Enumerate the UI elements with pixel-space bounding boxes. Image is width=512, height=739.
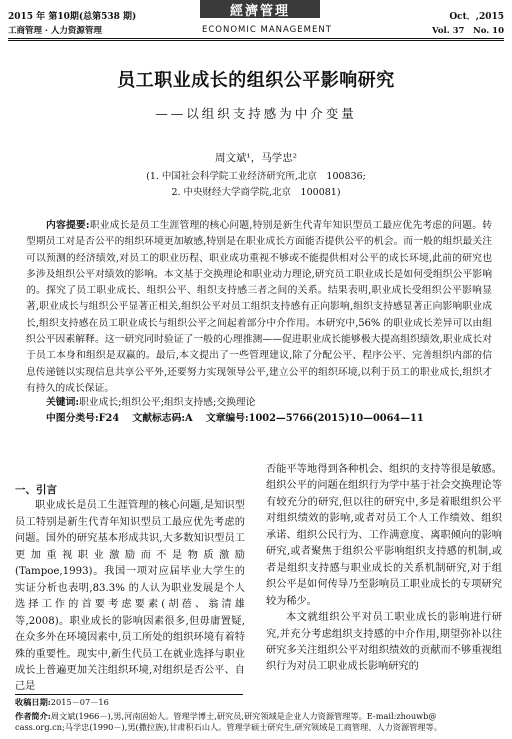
header-rule	[8, 38, 504, 39]
author-bio-line1: 周文斌(1966－),男,河南固始人。管理学博士,研究员,研究领域是企业人力资源管理等。E-mail:zhouwb@	[50, 711, 437, 721]
right-column	[266, 462, 502, 676]
article-title: 员工职业成长的组织公平影响研究	[117, 70, 395, 91]
doc-code: 文献标志码:A	[132, 413, 193, 424]
keywords	[26, 394, 492, 408]
abstract	[26, 218, 492, 397]
author-bio-line2: cass.org.cn;马学忠(1990－),男(撒拉族),甘肃积石山人。管理学硕士研究生,研究领域是工商管理、人力资源管理等。	[15, 722, 442, 732]
journal-masthead: 經濟管理	[200, 0, 320, 18]
volume-info: Vol. 37 No. 10	[432, 26, 504, 36]
keywords-label: 关键词:	[46, 397, 80, 408]
footnote-rule	[15, 694, 243, 695]
article-subtitle: ——以组织支持感为中介变量	[155, 106, 357, 121]
intro-paragraph: 职业成长是员工生涯管理的核心问题,是知识型员工特别是新生代青年知识型员工最应优先考虑的问题。国外的研究基本形成共识,大多数知识型员工更加重视职业激励而不是物质激励(Tampoe,1993)。我国一项对应届毕业大学生的实证分析也表明,83.3% 的人认为职业发展是个人选择工作的首要考虑要素(胡蓓、翁清雄等,2008)。职业成长的影响因素很多,但毋庸置疑,在众多外在环境因素中,员工所处的组织环境有着特殊的重要性。现实中,新生代员工在就业选择与职业成长上普遍更加关注组织环境,对组织是否公平、自己是	[15, 500, 245, 693]
affiliation-2: 2. 中央财经大学商学院,北京 100081)	[171, 187, 341, 198]
author-line: 周文斌¹，马学忠²	[215, 152, 297, 164]
abstract-label: 内容提要:	[46, 220, 90, 231]
header-sub	[8, 24, 504, 36]
abstract-text: 职业成长是员工生涯管理的核心问题,特别是新生代青年知识型员工最应优先考虑的问题。转型期员工对是否公平的组织环境更加敏感,特别是在职业成长方面能否提供公平的机会。而一般的组织最关注可以预测的经济绩效,对员工的职业历程、职业成功重视不够或不能提供相对公平的成长环境,此前的研究也多涉及组织公平对绩效的影响。本文基于交换理论和职业动力理论,研究员工职业成长是如何受组织公平影响的。探究了员工职业成长、组织公平、组织支持感三者之间的关系。结果表明,职业成长受组织公平影响显著,职业成长与组织公平显著正相关,组织公平对员工组织支持感有正向影响,组织支持感显著正向影响职业成长,组织支持感在员工职业成长与组织公平之间起着部分中介作用。本研究中,56% 的职业成长差异可以由组织公平因素解释。这一研究同时验证了一般的心理推测——促进职业成长能够极大提高组织绩效,职业成长对于员工本身和组织是双赢的。最后,本文提出了一些管理建议,除了分配公平、程序公平、完善组织内部的信息传递链以实现信息共享公平外,还要努力实现领导公平,建立公平的组织环境,以利于员工的职业成长,组织才有持久的成长保证。	[26, 220, 492, 394]
received-value: 2015－07－16	[50, 697, 109, 707]
header-rule-thin	[8, 40, 504, 41]
pub-date: Oct．,2015	[449, 11, 504, 22]
journal-name-en: ECONOMIC MANAGEMENT	[201, 25, 332, 35]
received-label: 收稿日期:	[15, 697, 51, 707]
keywords-text: 职业成长;组织公平;组织支持感;交换理论	[79, 397, 256, 408]
continued-paragraph: 否能平等地得到各种机会、组织的支持等很是敏感。组织公平的问题在组织行为学中基于社会交换理论等有较充分的研究,但以往的研究中,多是着眼组织公平对组织绩效的影响,或者对员工个人工作绩效、组织承诺、组织公民行为、工作满意度、离职倾向的影响研究,或者聚焦于组织公平影响组织支持感的机制,或者是组织支持感与职业成长的关系机制研究,对于组织公平是如何传导乃至影响员工职业成长的专项研究较为稀少。	[266, 464, 502, 607]
affiliation-1: (1. 中国社会科学院工业经济研究所,北京 100836;	[146, 171, 366, 182]
intro-paragraph-2: 本文就组织公平对员工职业成长的影响进行研究,并充分考虑组织支持感的中介作用,期望弥补以往研究多关注组织公平对组织绩效的贡献而不够重视组织行为对员工职业成长影响研究的	[266, 612, 502, 673]
column-name: 工商管理 · 人力资源管理	[8, 26, 102, 36]
author-bio-label: 作者简介:	[15, 711, 51, 721]
author-bio	[15, 711, 500, 733]
left-column	[15, 482, 245, 696]
received-date	[15, 697, 500, 708]
section-heading-introduction: 一、引言	[15, 484, 57, 496]
classification-meta	[46, 410, 492, 424]
clc-code: 中图分类号:F24	[46, 413, 120, 424]
article-number: 文章编号:1002—5766(2015)10—0064—11	[205, 413, 424, 424]
issue-info: 2015 年 第10期(总第538 期)	[8, 11, 137, 22]
